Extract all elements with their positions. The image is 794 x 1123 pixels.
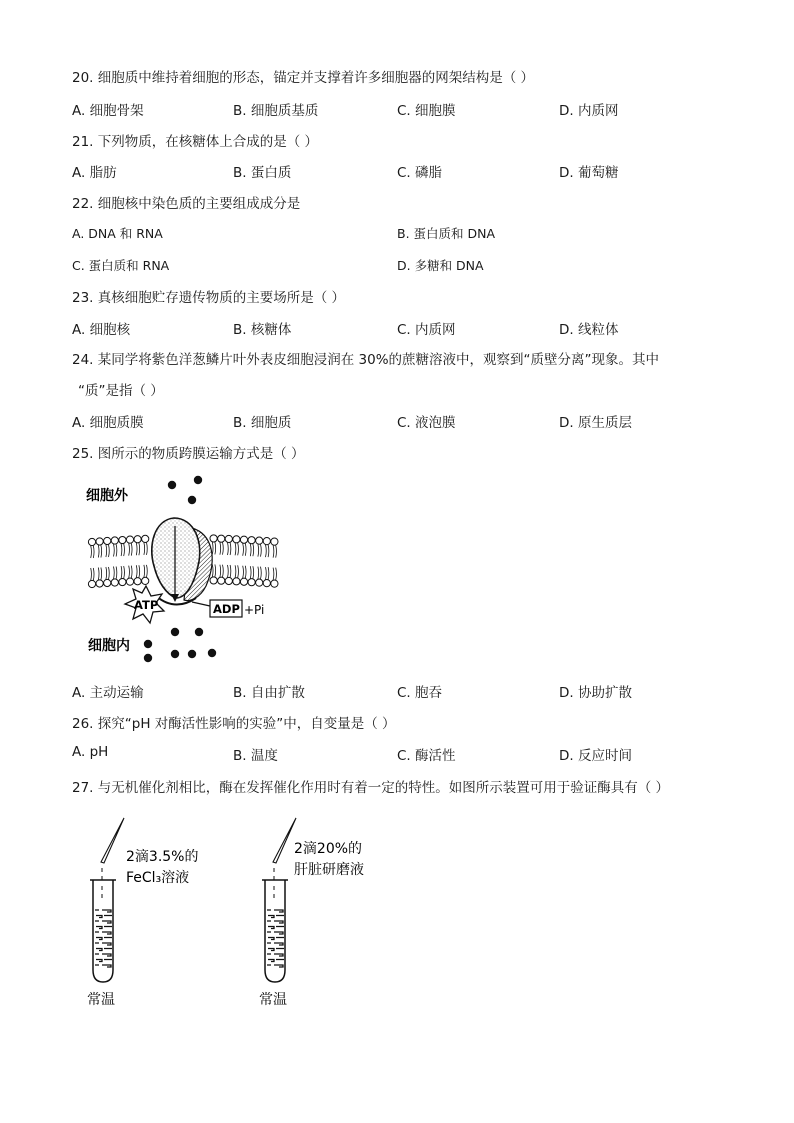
lipid-tail-bottom-1 xyxy=(101,567,102,579)
lipid-tail-bottom-4 xyxy=(121,566,122,578)
liquid-stroke xyxy=(95,954,111,956)
particle-in-4 xyxy=(171,650,179,658)
liquid-stroke xyxy=(96,916,112,918)
q25-option-a: A. 主动运输 xyxy=(72,685,144,701)
atp-label: ATP xyxy=(134,598,159,612)
lipid-head-top-22 xyxy=(256,537,263,544)
lipid-tail-top-18 xyxy=(230,543,231,555)
lipid-head-bottom-20 xyxy=(240,578,247,585)
lipid-tail-bottom-0 xyxy=(91,568,92,580)
liquid-stroke xyxy=(268,949,284,951)
tube-2-reagent-line2: 肝脏研磨液 xyxy=(294,862,364,878)
tube-1-reagent-line1: 2滴3.5%的 xyxy=(126,849,199,865)
lipid-tail-top-0 xyxy=(91,546,92,558)
lipid-tail-bottom-24 xyxy=(276,568,277,580)
q26-option-d: D. 反应时间 xyxy=(559,748,632,764)
lipid-head-top-5 xyxy=(126,536,133,543)
test-tube-2 xyxy=(259,818,364,1008)
question-27-stem: 27. 与无机催化剂相比，酶在发挥催化作用时有着一定的特性。如图所示装置可用于验证酶具有（ ） xyxy=(72,780,670,796)
q26-option-a: A. pH xyxy=(72,744,109,760)
lipid-head-top-6 xyxy=(134,536,141,543)
liquid-stroke xyxy=(268,938,284,940)
lipid-tail-bottom-16 xyxy=(212,564,213,576)
lipid-tail-bottom-1 xyxy=(98,567,99,579)
lipid-tail-bottom-0 xyxy=(93,568,94,580)
q22-option-a: A. DNA 和 RNA xyxy=(72,226,163,241)
lipid-tail-top-21 xyxy=(253,544,254,556)
lipid-tail-top-23 xyxy=(268,545,269,557)
lipid-head-top-24 xyxy=(271,538,278,545)
lipid-tail-top-5 xyxy=(131,543,132,555)
lipid-tail-bottom-21 xyxy=(253,566,254,578)
question-26-stem: 26. 探究“pH 对酶活性影响的实验”中，自变量是（ ） xyxy=(72,716,396,732)
lipid-head-top-2 xyxy=(104,537,111,544)
liquid-stroke xyxy=(95,910,111,912)
lipid-head-bottom-22 xyxy=(256,579,263,586)
particle-out-1 xyxy=(168,481,176,489)
adp-pointer xyxy=(192,602,210,606)
q22-option-c: C. 蛋白质和 RNA xyxy=(72,258,170,273)
lipid-tail-bottom-22 xyxy=(258,567,259,579)
dropper-1 xyxy=(101,818,124,863)
lipid-head-bottom-4 xyxy=(119,578,126,585)
lipid-tail-top-2 xyxy=(106,545,107,557)
particle-in-3 xyxy=(144,640,152,648)
liquid-stroke xyxy=(96,927,112,929)
lipid-tail-top-4 xyxy=(124,544,125,556)
liquid-stroke xyxy=(267,954,283,956)
question-20-stem: 20. 细胞质中维持着细胞的形态，锚定并支撑着许多细胞器的网架结构是（ ） xyxy=(72,70,535,86)
lipid-tail-top-2 xyxy=(109,545,110,557)
question-21-stem: 21. 下列物质，在核糖体上合成的是（ ） xyxy=(72,134,319,150)
lipid-tail-bottom-19 xyxy=(238,565,239,577)
q20-option-a: A. 细胞骨架 xyxy=(72,103,144,119)
tube-2-condition: 常温 xyxy=(259,992,287,1008)
liquid-stroke xyxy=(267,932,283,934)
liquid-stroke xyxy=(96,949,112,951)
q24-option-c: C. 液泡膜 xyxy=(397,415,456,431)
lipid-tail-bottom-24 xyxy=(273,568,274,580)
lipid-tail-top-18 xyxy=(228,543,229,555)
lipid-head-top-23 xyxy=(263,538,270,545)
adp-label: ADP xyxy=(213,602,240,616)
liquid-stroke xyxy=(96,960,112,962)
lipid-tail-top-23 xyxy=(266,545,267,557)
lipid-tail-top-7 xyxy=(147,542,148,554)
q22-option-b: B. 蛋白质和 DNA xyxy=(397,226,496,241)
q25-option-d: D. 协助扩散 xyxy=(559,685,632,701)
lipid-head-bottom-3 xyxy=(111,579,118,586)
q23-option-b: B. 核糖体 xyxy=(233,322,292,338)
lipid-head-bottom-0 xyxy=(88,580,95,587)
lipid-head-top-7 xyxy=(142,535,149,542)
lipid-tail-bottom-16 xyxy=(215,564,216,576)
lipid-tail-bottom-7 xyxy=(144,565,145,577)
tube-2-reagent-line1: 2滴20%的 xyxy=(294,841,363,857)
q26-option-b: B. 温度 xyxy=(233,748,278,764)
test-tube-1 xyxy=(87,818,198,1008)
lipid-tail-top-5 xyxy=(129,543,130,555)
lipid-tail-bottom-2 xyxy=(106,567,107,579)
q25-option-b: B. 自由扩散 xyxy=(233,685,305,701)
liquid-stroke xyxy=(267,943,283,945)
liquid-stroke xyxy=(267,910,283,912)
q20-option-c: C. 细胞膜 xyxy=(397,103,456,119)
lipid-tail-bottom-5 xyxy=(129,566,130,578)
particle-in-6 xyxy=(208,649,216,657)
lipid-head-top-18 xyxy=(225,535,232,542)
lipid-tail-bottom-18 xyxy=(228,565,229,577)
liquid-stroke xyxy=(268,916,284,918)
lipid-tail-top-6 xyxy=(136,543,137,555)
lipid-tail-bottom-23 xyxy=(268,567,269,579)
particle-out-2 xyxy=(194,476,202,484)
inside-label: 细胞内 xyxy=(88,638,130,654)
lipid-tail-bottom-23 xyxy=(266,567,267,579)
q23-option-d: D. 线粒体 xyxy=(559,322,619,338)
lipid-tail-top-1 xyxy=(98,545,99,557)
lipid-head-bottom-17 xyxy=(218,577,225,584)
liquid-stroke xyxy=(96,938,112,940)
q23-option-c: C. 内质网 xyxy=(397,322,456,338)
q23-option-a: A. 细胞核 xyxy=(72,322,131,338)
outside-label: 细胞外 xyxy=(86,488,128,504)
lipid-head-bottom-7 xyxy=(142,577,149,584)
lipid-head-bottom-21 xyxy=(248,579,255,586)
tube-1-liquid xyxy=(95,910,112,967)
question-23-stem: 23. 真核细胞贮存遗传物质的主要场所是（ ） xyxy=(72,290,346,306)
lipid-head-bottom-16 xyxy=(210,577,217,584)
lipid-tail-bottom-21 xyxy=(250,566,251,578)
lipid-tail-top-20 xyxy=(243,543,244,555)
liquid-stroke xyxy=(267,921,283,923)
q26-option-c: C. 酶活性 xyxy=(397,748,456,764)
q21-option-d: D. 葡萄糖 xyxy=(559,165,619,181)
lipid-tail-bottom-18 xyxy=(230,565,231,577)
lipid-tail-top-3 xyxy=(114,544,115,556)
liquid-stroke xyxy=(268,960,284,962)
particle-in-7 xyxy=(144,654,152,662)
lipid-tail-top-24 xyxy=(273,545,274,557)
lipid-head-bottom-18 xyxy=(225,577,232,584)
q21-option-b: B. 蛋白质 xyxy=(233,165,292,181)
lipid-tail-top-24 xyxy=(276,545,277,557)
lipid-head-top-21 xyxy=(248,537,255,544)
question-24-stem-cont: “质”是指（ ） xyxy=(78,383,164,399)
particle-in-5 xyxy=(188,650,196,658)
lipid-tail-bottom-19 xyxy=(235,565,236,577)
lipid-tail-top-22 xyxy=(258,544,259,556)
lipid-head-bottom-2 xyxy=(104,579,111,586)
lipid-tail-top-16 xyxy=(212,542,213,554)
question-22-stem: 22. 细胞核中染色质的主要组成成分是 xyxy=(72,196,301,212)
membrane-transport-figure xyxy=(80,466,290,671)
lipid-tail-bottom-6 xyxy=(139,565,140,577)
dropper-2 xyxy=(273,818,296,863)
lipid-tail-bottom-17 xyxy=(220,565,221,577)
test-tube-figure xyxy=(80,810,400,1015)
lipid-tail-top-17 xyxy=(220,542,221,554)
particle-in-1 xyxy=(171,628,179,636)
lipid-tail-bottom-20 xyxy=(243,566,244,578)
lipid-tail-top-0 xyxy=(93,546,94,558)
liquid-stroke xyxy=(95,932,111,934)
liquid-stroke xyxy=(95,921,111,923)
lipid-head-top-0 xyxy=(88,538,95,545)
lipid-tail-top-4 xyxy=(121,544,122,556)
tube-1-reagent-line2: FeCl₃溶液 xyxy=(126,870,190,886)
lipid-head-top-19 xyxy=(233,536,240,543)
tube-2-liquid xyxy=(267,910,284,967)
lipid-tail-bottom-20 xyxy=(245,566,246,578)
lipid-tail-bottom-4 xyxy=(124,566,125,578)
lipid-head-bottom-23 xyxy=(263,580,270,587)
liquid-stroke xyxy=(268,927,284,929)
lipid-head-bottom-1 xyxy=(96,580,103,587)
liquid-stroke xyxy=(267,965,283,967)
lipid-tail-top-17 xyxy=(223,542,224,554)
lipid-head-top-20 xyxy=(240,536,247,543)
lipid-tail-top-16 xyxy=(215,542,216,554)
lipid-tail-top-1 xyxy=(101,545,102,557)
pi-label: +Pi xyxy=(244,603,265,617)
lipid-tail-bottom-17 xyxy=(223,565,224,577)
lipid-tail-top-22 xyxy=(261,544,262,556)
lipid-tail-top-3 xyxy=(116,544,117,556)
lipid-tail-top-7 xyxy=(144,542,145,554)
lipid-tail-top-19 xyxy=(238,543,239,555)
q21-option-c: C. 磷脂 xyxy=(397,165,443,181)
q24-option-a: A. 细胞质膜 xyxy=(72,415,144,431)
lipid-tail-bottom-3 xyxy=(114,567,115,579)
lipid-tail-bottom-3 xyxy=(116,567,117,579)
lipid-head-bottom-19 xyxy=(233,578,240,585)
q22-option-d: D. 多糖和 DNA xyxy=(397,258,484,273)
lipid-tail-top-19 xyxy=(235,543,236,555)
lipid-tail-bottom-2 xyxy=(109,567,110,579)
lipid-tail-top-20 xyxy=(245,543,246,555)
liquid-stroke xyxy=(95,965,111,967)
q20-option-b: B. 细胞质基质 xyxy=(233,103,319,119)
lipid-head-top-17 xyxy=(218,535,225,542)
liquid-stroke xyxy=(95,943,111,945)
lipid-head-top-4 xyxy=(119,536,126,543)
q25-option-c: C. 胞吞 xyxy=(397,685,443,701)
particle-in-2 xyxy=(195,628,203,636)
question-25-stem: 25. 图所示的物质跨膜运输方式是（ ） xyxy=(72,446,305,462)
question-24-stem: 24. 某同学将紫色洋葱鳞片叶外表皮细胞浸润在 30%的蔗糖溶液中，观察到“质壁分离”现象。其中 xyxy=(72,352,660,368)
lipid-tail-bottom-7 xyxy=(147,565,148,577)
lipid-head-bottom-5 xyxy=(126,578,133,585)
lipid-head-top-1 xyxy=(96,538,103,545)
particle-out-3 xyxy=(188,496,196,504)
lipid-head-top-3 xyxy=(111,537,118,544)
lipid-tail-top-6 xyxy=(139,543,140,555)
tube-1-condition: 常温 xyxy=(87,992,115,1008)
lipid-head-bottom-6 xyxy=(134,578,141,585)
lipid-head-top-16 xyxy=(210,535,217,542)
q24-option-b: B. 细胞质 xyxy=(233,415,292,431)
lipid-tail-top-21 xyxy=(250,544,251,556)
q21-option-a: A. 脂肪 xyxy=(72,165,117,181)
q20-option-d: D. 内质网 xyxy=(559,103,619,119)
lipid-tail-bottom-22 xyxy=(261,567,262,579)
lipid-head-bottom-24 xyxy=(271,580,278,587)
lipid-tail-bottom-5 xyxy=(131,566,132,578)
q24-option-d: D. 原生质层 xyxy=(559,415,632,431)
lipid-tail-bottom-6 xyxy=(136,565,137,577)
